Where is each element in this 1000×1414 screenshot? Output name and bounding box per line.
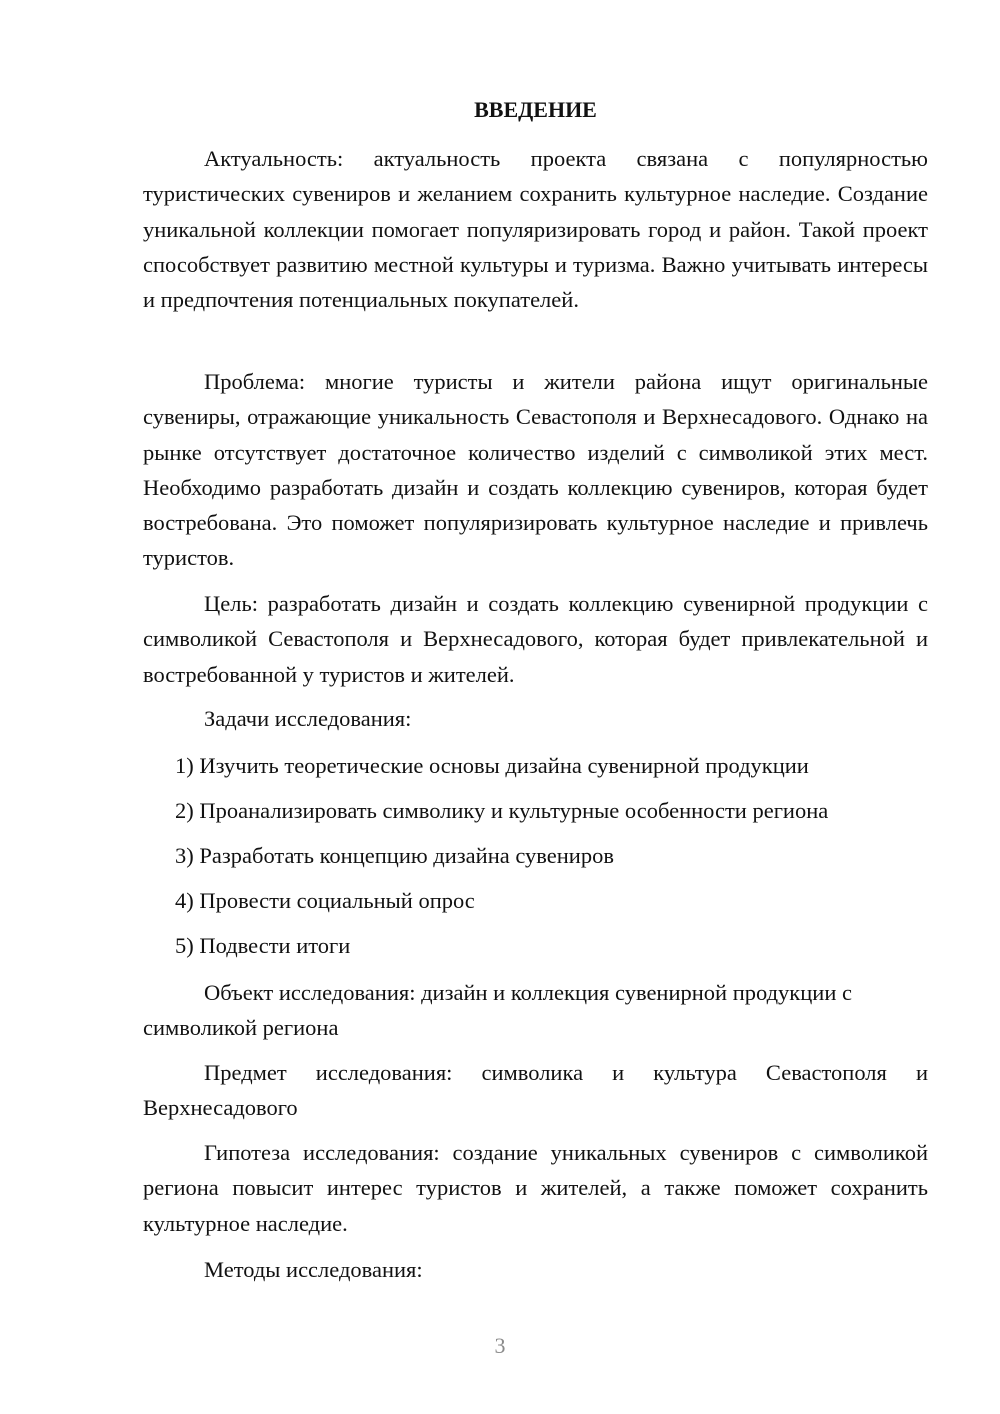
methods-title: Методы исследования: — [204, 1257, 423, 1282]
page-title: ВВЕДЕНИЕ — [474, 97, 597, 122]
subject-paragraph: Предмет исследования: символика и культура Севастополя и Верхнесадового — [143, 1060, 928, 1121]
relevance-paragraph: Актуальность: актуальность проекта связана с популярностью туристических сувениров и желанием сохранить культурное наследие. Создание уникальной коллекции помогает популяризировать город и район. Такой проект способствует развитию местной культуры и туризма. Важно учитывать интересы и предпочтения потенциальных покупателей. — [143, 146, 928, 313]
list-item: 3) Разработать концепцию дизайна сувениров — [175, 843, 614, 868]
list-item: 2) Проанализировать символику и культурные особенности региона — [175, 798, 829, 823]
tasks-title: Задачи исследования: — [204, 706, 412, 731]
object-paragraph: Объект исследования: дизайн и коллекция сувенирной продукции с символикой региона — [143, 980, 852, 1041]
problem-paragraph: Проблема: многие туристы и жители района ищут оригинальные сувениры, отражающие уникальность Севастополя и Верхнесадового. Однако на рынке отсутствует достаточное количество изделий с символикой этих мест. Необходимо разработать дизайн и создать коллекцию сувениров, которая будет востребована. Это поможет популяризировать культурное наследие и привлечь туристов. — [143, 369, 928, 571]
hypothesis-paragraph: Гипотеза исследования: создание уникальных сувениров с символикой региона повысит интерес туристов и жителей, а также поможет сохранить культурное наследие. — [143, 1140, 928, 1236]
list-item: 1) Изучить теоретические основы дизайна сувенирной продукции — [175, 753, 809, 778]
list-item: 5) Подвести итоги — [175, 933, 351, 958]
page-number: 3 — [494, 1333, 506, 1358]
list-item: 4) Провести социальный опрос — [175, 888, 475, 913]
goal-paragraph: Цель: разработать дизайн и создать коллекцию сувенирной продукции с символикой Севастополя и Верхнесадового, которая будет привлекательной и востребованной у туристов и жителей. — [143, 591, 928, 687]
